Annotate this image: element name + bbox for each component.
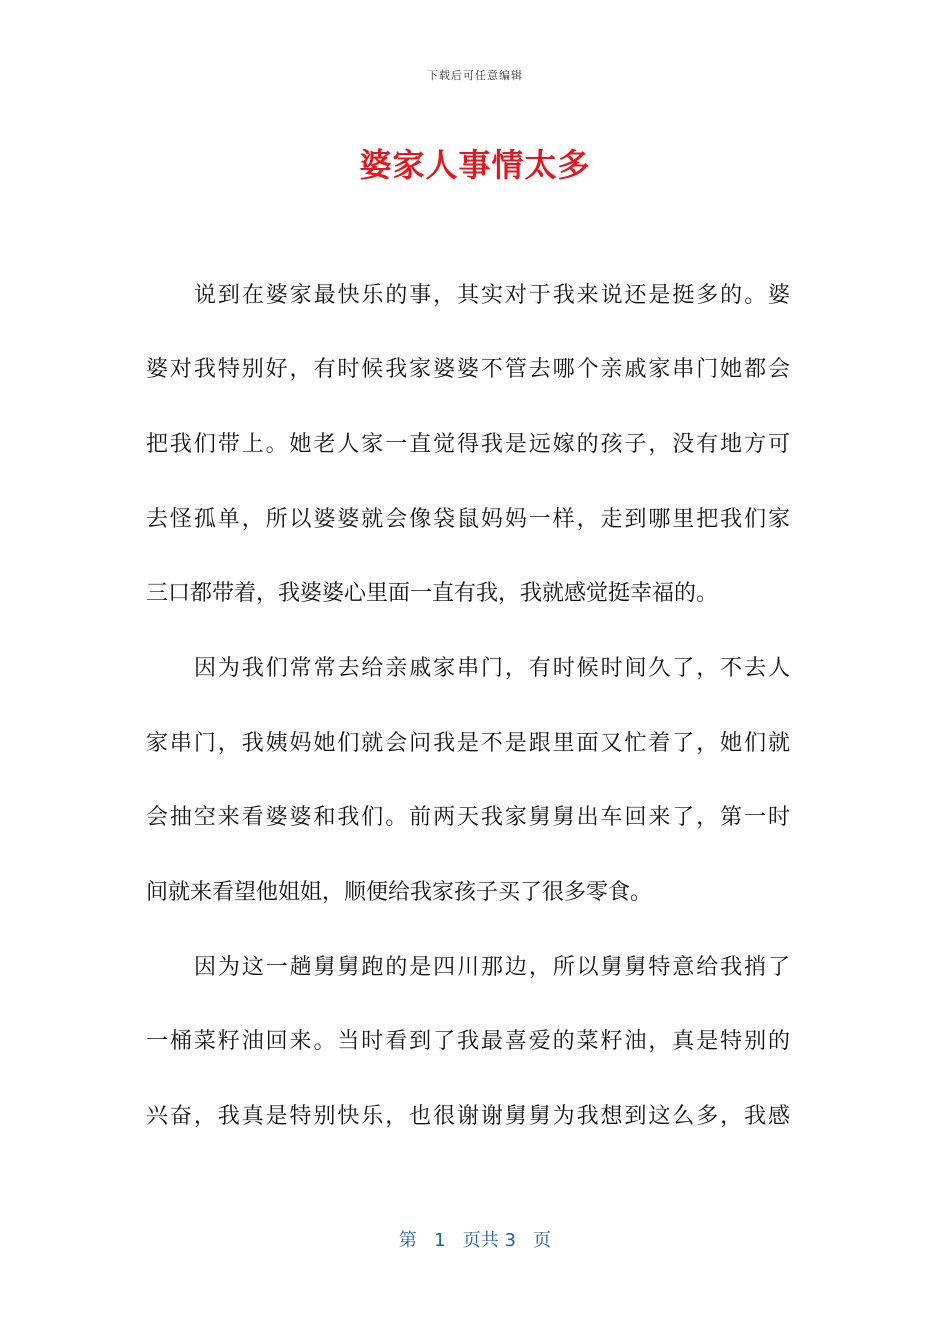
footer-of-label: 页共	[462, 1230, 499, 1251]
paragraph-2-line-1: 因为我们常常去给亲戚家串门，有时候时间久了，不去人	[194, 656, 790, 681]
paragraph-1-line-3: 把我们带上。她老人家一直觉得我是远嫁的孩子，没有地方可	[146, 432, 790, 457]
page-header-note: 下载后可任意编辑	[427, 69, 523, 82]
paragraph-3-line-2: 一桶菜籽油回来。当时看到了我最喜爱的菜籽油，真是特别的	[146, 1029, 790, 1054]
paragraph-2-line-2: 家串门，我姨妈她们就会问我是不是跟里面又忙着了，她们就	[146, 731, 790, 756]
footer-total-pages: 3	[504, 1230, 516, 1251]
paragraph-1-line-1: 说到在婆家最快乐的事，其实对于我来说还是挺多的。婆	[194, 283, 790, 308]
paragraph-3-line-3: 兴奋，我真是特别快乐，也很谢谢舅舅为我想到这么多，我感	[146, 1104, 790, 1129]
footer-page-label: 第	[398, 1230, 417, 1251]
paragraph-1-line-2: 婆对我特别好，有时候我家婆婆不管去哪个亲戚家串门她都会	[146, 357, 790, 382]
footer-page-number: 1	[434, 1230, 446, 1251]
paragraph-2-line-3: 会抽空来看婆婆和我们。前两天我家舅舅出车回来了，第一时	[146, 805, 790, 830]
footer-page-suffix: 页	[533, 1230, 552, 1251]
paragraph-3-line-1: 因为这一趟舅舅跑的是四川那边，所以舅舅特意给我捎了	[194, 955, 790, 980]
paragraph-1-line-4: 去怪孤单，所以婆婆就会像袋鼠妈妈一样，走到哪里把我们家	[146, 507, 790, 532]
paragraph-2-line-4: 间就来看望他姐姐，顺便给我家孩子买了很多零食。	[146, 880, 653, 905]
document-title: 婆家人事情太多	[359, 146, 591, 184]
page-footer	[0, 1226, 950, 1252]
paragraph-1-line-5: 三口都带着，我婆婆心里面一直有我，我就感觉挺幸福的。	[146, 581, 719, 606]
